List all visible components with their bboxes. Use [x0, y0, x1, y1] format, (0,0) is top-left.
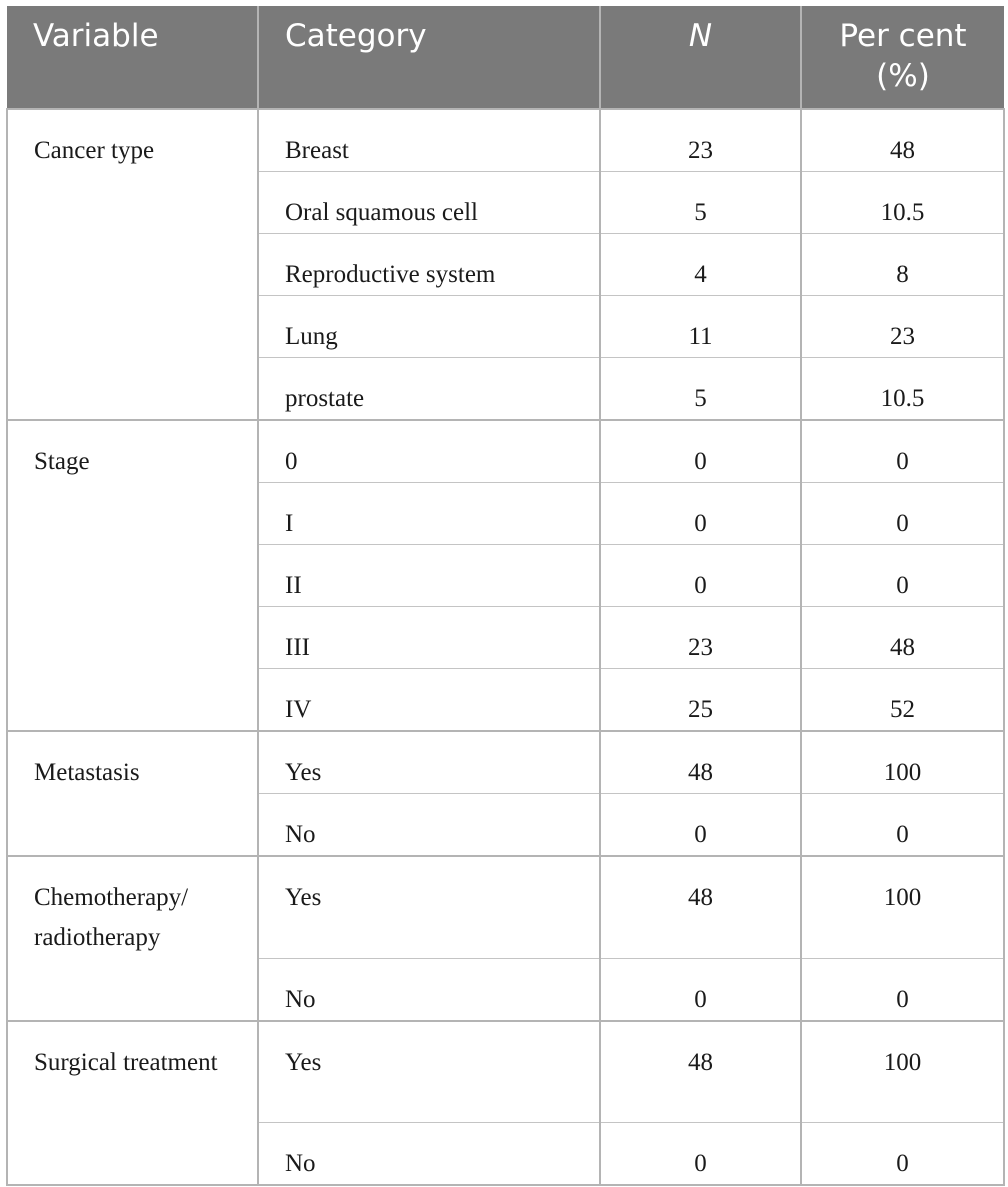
- n-cell: 0: [600, 1123, 801, 1186]
- data-table: [6, 6, 1005, 1186]
- n-cell: 5: [600, 172, 801, 234]
- table-body: [7, 109, 1004, 1185]
- category-cell: IV: [258, 669, 600, 732]
- percent-cell: 23: [801, 296, 1004, 358]
- percent-cell: 0: [801, 483, 1004, 545]
- n-cell: 23: [600, 607, 801, 669]
- category-cell: Oral squamous cell: [258, 172, 600, 234]
- category-cell: No: [258, 1123, 600, 1186]
- percent-cell: 100: [801, 856, 1004, 958]
- n-cell: 0: [600, 420, 801, 483]
- category-cell: Yes: [258, 1021, 600, 1123]
- variable-cell: Chemotherapy/ radiotherapy: [7, 856, 258, 1021]
- table-row: [7, 731, 1004, 794]
- percent-cell: 48: [801, 607, 1004, 669]
- percent-cell: 8: [801, 234, 1004, 296]
- percent-cell: 10.5: [801, 358, 1004, 421]
- table-row: [7, 420, 1004, 483]
- category-cell: Yes: [258, 731, 600, 794]
- percent-cell: 100: [801, 1021, 1004, 1123]
- percent-cell: 48: [801, 109, 1004, 172]
- n-cell: 0: [600, 958, 801, 1021]
- variable-cell: Stage: [7, 420, 258, 731]
- table-row: [7, 856, 1004, 958]
- table-row: [7, 109, 1004, 172]
- variable-cell: Metastasis: [7, 731, 258, 856]
- category-cell: I: [258, 483, 600, 545]
- n-cell: 25: [600, 669, 801, 732]
- percent-cell: 100: [801, 731, 1004, 794]
- n-cell: 0: [600, 483, 801, 545]
- category-cell: Lung: [258, 296, 600, 358]
- n-cell: 23: [600, 109, 801, 172]
- category-cell: No: [258, 958, 600, 1021]
- category-cell: 0: [258, 420, 600, 483]
- category-cell: Reproductive system: [258, 234, 600, 296]
- header-variable: Variable: [7, 6, 258, 109]
- n-cell: 48: [600, 731, 801, 794]
- n-cell: 0: [600, 794, 801, 857]
- category-cell: Breast: [258, 109, 600, 172]
- category-cell: No: [258, 794, 600, 857]
- percent-cell: 0: [801, 958, 1004, 1021]
- header-percent: Per cent (%): [801, 6, 1004, 109]
- n-cell: 48: [600, 1021, 801, 1123]
- n-cell: 48: [600, 856, 801, 958]
- percent-cell: 52: [801, 669, 1004, 732]
- n-cell: 5: [600, 358, 801, 421]
- header-n: N: [600, 6, 801, 109]
- percent-cell: 0: [801, 420, 1004, 483]
- variable-cell: Surgical treatment: [7, 1021, 258, 1186]
- category-cell: II: [258, 545, 600, 607]
- n-cell: 0: [600, 545, 801, 607]
- variable-cell: Cancer type: [7, 109, 258, 420]
- header-category: Category: [258, 6, 600, 109]
- category-cell: prostate: [258, 358, 600, 421]
- table-row: [7, 1021, 1004, 1123]
- header-row: [7, 6, 1004, 109]
- n-cell: 4: [600, 234, 801, 296]
- percent-cell: 0: [801, 794, 1004, 857]
- category-cell: Yes: [258, 856, 600, 958]
- percent-cell: 0: [801, 545, 1004, 607]
- table-header: [7, 6, 1004, 109]
- percent-cell: 0: [801, 1123, 1004, 1186]
- category-cell: III: [258, 607, 600, 669]
- n-cell: 11: [600, 296, 801, 358]
- percent-cell: 10.5: [801, 172, 1004, 234]
